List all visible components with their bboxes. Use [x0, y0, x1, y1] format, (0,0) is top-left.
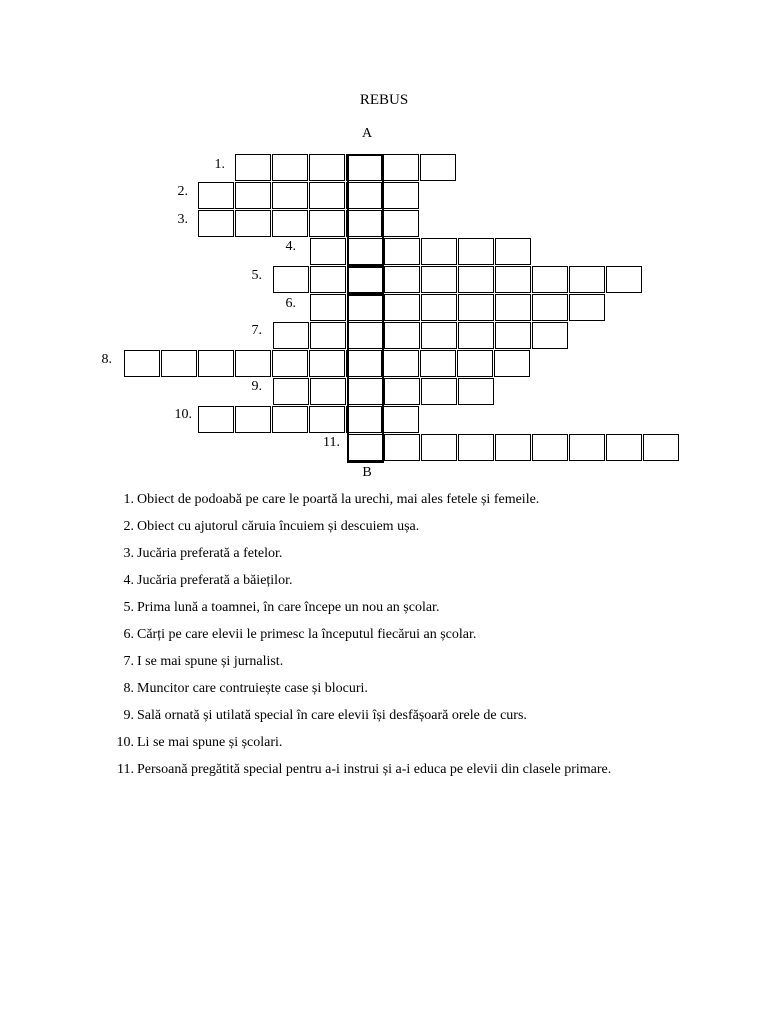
- clue-text: Prima lună a toamnei, în care începe un nou an școlar.: [137, 600, 440, 615]
- crossword-cell[interactable]: [273, 378, 309, 405]
- crossword-cell[interactable]: [532, 294, 568, 321]
- crossword-cell[interactable]: [494, 350, 530, 377]
- crossword-cell[interactable]: [569, 434, 605, 461]
- row-number: 8.: [101, 352, 112, 367]
- crossword-cell[interactable]: [198, 350, 234, 377]
- clue-text: Jucăria preferată a băieților.: [137, 573, 293, 588]
- crossword-cell[interactable]: [532, 434, 568, 461]
- crossword-cell[interactable]: [495, 322, 531, 349]
- solution-column-divider: [347, 293, 384, 296]
- clue-text: Obiect cu ajutorul căruia încuiem și descuiem ușa.: [137, 519, 420, 534]
- crossword-cell[interactable]: [347, 266, 383, 293]
- row-number: 10.: [174, 407, 192, 422]
- clue-number: 4.: [123, 573, 134, 588]
- crossword-cell[interactable]: [569, 294, 605, 321]
- crossword-cell[interactable]: [532, 322, 568, 349]
- crossword-cell[interactable]: [420, 350, 456, 377]
- crossword-cell[interactable]: [346, 182, 382, 209]
- crossword-cell[interactable]: [309, 182, 345, 209]
- crossword-cell[interactable]: [272, 350, 308, 377]
- crossword-cell[interactable]: [309, 350, 345, 377]
- crossword-cell[interactable]: [273, 266, 309, 293]
- crossword-cell[interactable]: [346, 350, 382, 377]
- clue-item: [110, 571, 611, 598]
- crossword-cell[interactable]: [272, 154, 308, 181]
- crossword-cell[interactable]: [347, 434, 383, 461]
- crossword-cell[interactable]: [383, 154, 419, 181]
- clue-text: Jucăria preferată a fetelor.: [137, 546, 283, 561]
- crossword-cell[interactable]: [495, 266, 531, 293]
- clue-text: Persoană pregătită special pentru a-i instrui și a-i educa pe elevii din clasele primare.: [137, 762, 612, 777]
- crossword-cell[interactable]: [309, 406, 345, 433]
- crossword-cell[interactable]: [458, 238, 494, 265]
- clue-text: Obiect de podoabă pe care le poartă la urechi, mai ales fetele și femeile.: [137, 492, 540, 507]
- crossword-cell[interactable]: [384, 378, 420, 405]
- clue-item: [110, 733, 611, 760]
- crossword-cell[interactable]: [421, 294, 457, 321]
- crossword-cell[interactable]: [272, 210, 308, 237]
- crossword-cell[interactable]: [309, 210, 345, 237]
- clue-text: Muncitor care contruiește case și blocuri.: [137, 681, 368, 696]
- row-number: 3.: [177, 212, 188, 227]
- crossword-cell[interactable]: [384, 266, 420, 293]
- crossword-cell[interactable]: [198, 182, 234, 209]
- crossword-cell[interactable]: [495, 294, 531, 321]
- crossword-cell[interactable]: [384, 434, 420, 461]
- crossword-cell[interactable]: [272, 182, 308, 209]
- crossword-cell[interactable]: [421, 322, 457, 349]
- crossword-cell[interactable]: [346, 406, 382, 433]
- row-number: 1.: [214, 157, 225, 172]
- clue-text: I se mai spune și jurnalist.: [137, 654, 284, 669]
- clue-text: Cărți pe care elevii le primesc la începutul fiecărui an școlar.: [137, 627, 477, 642]
- clue-item: [110, 517, 611, 544]
- crossword-cell[interactable]: [235, 210, 271, 237]
- row-number: 11.: [323, 435, 340, 450]
- clue-text: Li se mai spune și școlari.: [137, 735, 283, 750]
- row-number: 7.: [251, 323, 262, 338]
- clue-number: 10.: [116, 735, 134, 750]
- clue-item: [110, 706, 611, 733]
- crossword-cell[interactable]: [161, 350, 197, 377]
- clue-list: [110, 490, 611, 787]
- clue-item: [110, 652, 611, 679]
- crossword-cell[interactable]: [458, 322, 494, 349]
- crossword-cell[interactable]: [384, 238, 420, 265]
- crossword-cell[interactable]: [421, 266, 457, 293]
- clue-number: 5.: [123, 600, 134, 615]
- crossword-cell[interactable]: [198, 406, 234, 433]
- crossword-cell[interactable]: [310, 294, 346, 321]
- crossword-cell[interactable]: [421, 434, 457, 461]
- crossword-cell[interactable]: [458, 266, 494, 293]
- crossword-cell[interactable]: [310, 238, 346, 265]
- crossword-cell[interactable]: [309, 154, 345, 181]
- crossword-cell[interactable]: [273, 322, 309, 349]
- row-number: 4.: [285, 239, 296, 254]
- crossword-cell[interactable]: [235, 154, 271, 181]
- crossword-cell[interactable]: [383, 210, 419, 237]
- crossword-cell[interactable]: [383, 406, 419, 433]
- crossword-cell[interactable]: [346, 154, 382, 181]
- crossword-cell[interactable]: [347, 322, 383, 349]
- crossword-cell[interactable]: [458, 294, 494, 321]
- row-number: 6.: [285, 296, 296, 311]
- clue-item: [110, 544, 611, 571]
- clue-number: 6.: [123, 627, 134, 642]
- clue-number: 7.: [123, 654, 134, 669]
- row-number: 9.: [251, 379, 262, 394]
- crossword-cell[interactable]: [347, 378, 383, 405]
- crossword-cell[interactable]: [198, 210, 234, 237]
- crossword-cell[interactable]: [235, 182, 271, 209]
- clue-number: 8.: [123, 681, 134, 696]
- clue-item: [110, 679, 611, 706]
- clue-number: 9.: [123, 708, 134, 723]
- crossword-cell[interactable]: [383, 350, 419, 377]
- row-number: 2.: [177, 184, 188, 199]
- crossword-cell[interactable]: [606, 434, 642, 461]
- crossword-cell[interactable]: [310, 378, 346, 405]
- crossword-cell[interactable]: [458, 378, 494, 405]
- crossword-cell[interactable]: [457, 350, 493, 377]
- crossword-cell[interactable]: [643, 434, 679, 461]
- clue-item: [110, 598, 611, 625]
- crossword-cell[interactable]: [272, 406, 308, 433]
- crossword-cell[interactable]: [124, 350, 160, 377]
- crossword-cell[interactable]: [347, 294, 383, 321]
- crossword-cell[interactable]: [384, 322, 420, 349]
- crossword-cell[interactable]: [606, 266, 642, 293]
- clue-text: Sală ornată și utilată special în care elevii își desfășoară orele de curs.: [137, 708, 527, 723]
- clue-item: [110, 760, 611, 787]
- crossword-cell[interactable]: [235, 406, 271, 433]
- crossword-cell[interactable]: [347, 238, 383, 265]
- page-title: REBUS: [359, 92, 409, 108]
- crossword-cell[interactable]: [569, 266, 605, 293]
- clue-number: 1.: [123, 492, 134, 507]
- clue-item: [110, 490, 611, 517]
- crossword-cell[interactable]: [235, 350, 271, 377]
- crossword-cell[interactable]: [421, 238, 457, 265]
- solution-column-bottom-label: B: [362, 465, 372, 480]
- solution-column-divider: [347, 265, 384, 268]
- crossword-cell[interactable]: [384, 294, 420, 321]
- crossword-cell[interactable]: [310, 266, 346, 293]
- crossword-cell[interactable]: [532, 266, 568, 293]
- crossword-cell[interactable]: [495, 238, 531, 265]
- clue-item: [110, 625, 611, 652]
- crossword-cell[interactable]: [421, 378, 457, 405]
- clue-number: 11.: [117, 762, 134, 777]
- crossword-cell[interactable]: [495, 434, 531, 461]
- clue-number: 2.: [123, 519, 134, 534]
- crossword-cell[interactable]: [383, 182, 419, 209]
- crossword-cell[interactable]: [458, 434, 494, 461]
- crossword-cell[interactable]: [310, 322, 346, 349]
- solution-column-top-label: A: [361, 126, 373, 141]
- row-number: 5.: [251, 268, 262, 283]
- crossword-cell[interactable]: [420, 154, 456, 181]
- clue-number: 3.: [123, 546, 134, 561]
- crossword-cell[interactable]: [346, 210, 382, 237]
